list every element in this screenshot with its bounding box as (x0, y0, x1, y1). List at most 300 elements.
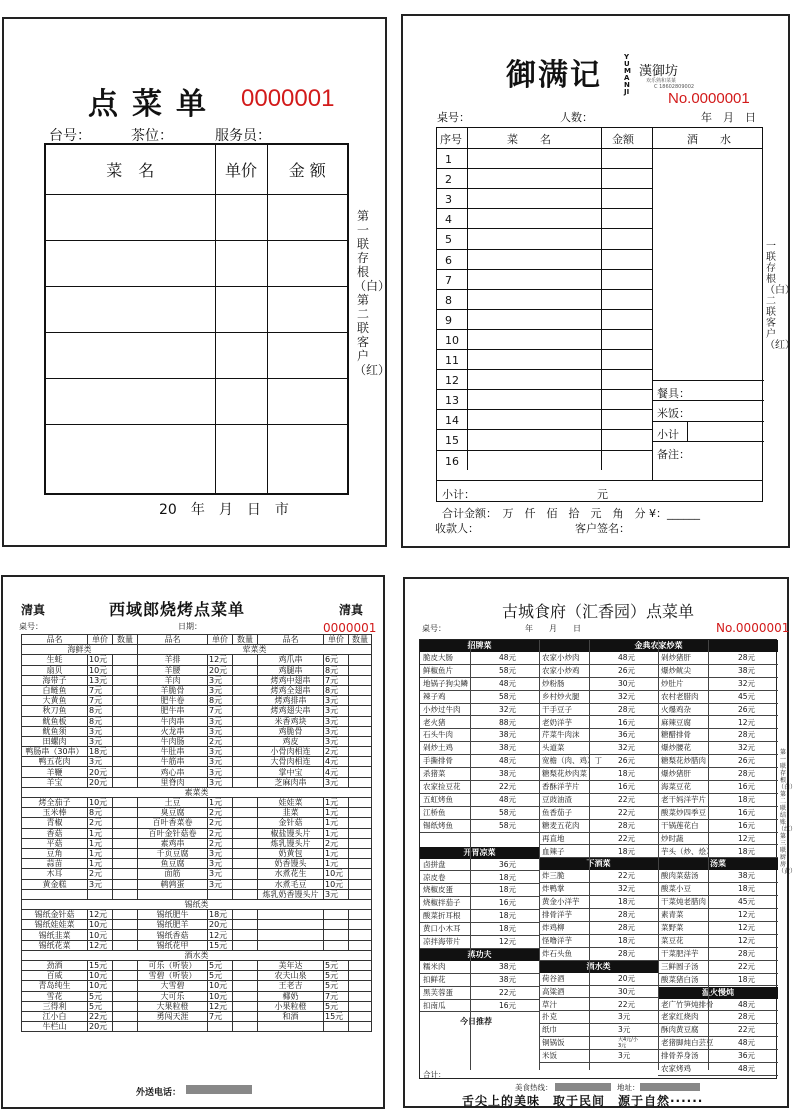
menu4-item-price: 32元 (499, 704, 517, 714)
bbq-item-name: 烤全茄子 (22, 798, 88, 808)
menu4-item-row (658, 1024, 778, 1037)
slip2-logo-sub: 欢乐熟和菜菓 (646, 78, 677, 84)
menu4-item-name: 芋头（炒、烩） (661, 846, 714, 856)
menu4-item-row (420, 872, 539, 885)
menu4-item-price: 12元 (738, 833, 756, 843)
bbq-qty-cell (233, 1001, 258, 1011)
bbq-row (22, 879, 372, 889)
menu4-item-price: 38元 (738, 871, 756, 881)
menu4-item-price: 38元 (499, 769, 517, 779)
menu4-item-name: 烧椒拌茄子 (423, 898, 461, 908)
bbq-item-price: 10元 (324, 869, 349, 879)
bbq-item-price: 2元 (208, 838, 233, 848)
menu4-item-row (420, 768, 539, 781)
bbq-qty-cell (113, 798, 138, 808)
bbq-qty-cell (113, 706, 138, 716)
menu4-title: 古城食府（汇香园）点菜单 (501, 602, 694, 621)
bbq-row (22, 818, 372, 828)
menu4-item-row (658, 896, 778, 909)
menu4-item-name: 铜锅饭 (542, 1038, 565, 1048)
bbq-col-header: 单价 (208, 635, 233, 645)
menu4-item-row (539, 986, 658, 999)
slip2-row-number: 4 (445, 213, 452, 227)
bbq-item-price: 15元 (324, 1011, 349, 1021)
menu4-item-price: 28元 (618, 923, 636, 932)
bbq-item-price: 10元 (88, 920, 113, 930)
menu4-item-name: 黑芙蓉蛋 (423, 987, 453, 997)
menu4-item-price: 18元 (738, 884, 756, 894)
bbq-number: 0000001 (323, 621, 377, 635)
bbq-qty-cell (233, 665, 258, 675)
menu4-item-name: 干手豆子 (542, 704, 572, 714)
menu4-item-row (658, 935, 778, 948)
bbq-item-price: 18元 (208, 910, 233, 920)
bbq-qty-cell (113, 1022, 138, 1032)
menu4-item-row (658, 781, 778, 794)
menu4-item-price: 28元 (618, 820, 636, 830)
bbq-item-name: 鸭肠串（30串） (22, 747, 88, 757)
menu4-item-row (658, 974, 778, 987)
menu4-item-name: 草汁 (542, 999, 557, 1009)
bbq-qty-cell (233, 879, 258, 889)
menu4-item-name: 手撕排骨 (423, 756, 453, 766)
bbq-item-price: 8元 (324, 685, 349, 695)
bbq-item-price: 15元 (88, 961, 113, 971)
bbq-qty-cell (233, 981, 258, 991)
bbq-item-name: 大骨肉相连 (258, 757, 324, 767)
menu4-item-name: 锡纸烤鱼 (423, 820, 453, 830)
bbq-col-header: 数量 (233, 635, 258, 645)
slip2-subtotal-right: 小计 (657, 428, 679, 441)
menu4-item-price: 3元 (618, 1025, 631, 1035)
menu4-item-row (658, 999, 778, 1012)
menu4-section-soup: 汤菜 (658, 858, 778, 870)
bbq-item-name: 黄金糕 (22, 879, 88, 889)
bbq-item-price: 3元 (208, 767, 233, 777)
bbq-item-price: 20元 (208, 920, 233, 930)
bbq-item-price: 3元 (324, 889, 349, 899)
bbq-item-price: 3元 (208, 716, 233, 726)
slip2-row-number: 1 (445, 153, 452, 166)
menu4-item-row (539, 678, 658, 691)
bbq-item-name: 大可乐 (138, 991, 208, 1001)
bbq-item-name: 秋刀鱼 (22, 706, 88, 716)
menu4-item-price: 32元 (738, 678, 756, 688)
bbq-qty-cell (233, 675, 258, 685)
bbq-row (22, 655, 372, 665)
bbq-item-name: 百威 (22, 971, 88, 981)
bbq-item-price: 2元 (324, 747, 349, 757)
bbq-item-price: 1元 (88, 828, 113, 838)
menu4-item-name: 老奶洋芋 (542, 717, 572, 727)
bbq-table (21, 634, 372, 1032)
menu4-item-price: 48元 (738, 1038, 756, 1048)
bbq-item-price: 7元 (208, 706, 233, 716)
menu4-item-price: 16元 (738, 820, 756, 830)
bbq-item-price (324, 930, 349, 940)
menu4-item-name: 豆豉油渣 (542, 794, 572, 804)
slip2-copy-note: 一联存根（白）二联客户（红） (765, 241, 795, 351)
menu4-item-price: 22元 (618, 807, 636, 817)
bbq-item-name: 和酒 (258, 1011, 324, 1021)
bbq-qty-cell (349, 736, 372, 746)
bbq-item-price: 2元 (88, 869, 113, 879)
bbq-item-name (22, 889, 88, 899)
menu4-item-name: 高粱酒 (542, 986, 565, 996)
bbq-qty-cell (349, 1011, 372, 1021)
menu4-item-name: 农家小炒鸡 (542, 665, 580, 675)
bbq-item-name: 木耳 (22, 869, 88, 879)
slip1-copy-note: 第一联存根（白）第二联客户（红） (354, 209, 391, 377)
menu4-item-price: 28元 (738, 730, 756, 740)
menu4-item-row (658, 820, 778, 833)
menu4-item-name: 再直地 (542, 833, 565, 843)
menu4-item-price: 22元 (738, 1025, 756, 1035)
menu4-section-snacks: 下酒菜 (539, 858, 658, 870)
bbq-qty-cell (233, 971, 258, 981)
bbq-item-name: 鸡脆骨 (258, 726, 324, 736)
bbq-col-header: 数量 (113, 635, 138, 645)
menu4-item-row (420, 961, 539, 974)
bbq-item-name: 小果粒橙 (258, 1001, 324, 1011)
bbq-qty-cell (233, 726, 258, 736)
bbq-qty-cell (349, 706, 372, 716)
bbq-item-price: 1元 (324, 859, 349, 869)
bbq-qty-cell (113, 655, 138, 665)
menu4-item-name: 怪噜洋芋 (542, 935, 572, 945)
slip1-table-label: 台号： (49, 128, 91, 144)
bbq-qty-cell (113, 726, 138, 736)
menu4-item-row (539, 833, 658, 846)
bbq-item-name: 生蚝 (22, 655, 88, 665)
bbq-item-name: 土豆 (138, 798, 208, 808)
bbq-qty-cell (349, 818, 372, 828)
bbq-item-price: 2元 (208, 818, 233, 828)
bbq-col-header: 单价 (88, 635, 113, 645)
menu4-item-row (658, 909, 778, 922)
slip2-total: 合计金额： 万 仟 佰 拾 元 角 分 ¥：______ (442, 507, 700, 520)
bbq-row (22, 961, 372, 971)
menu4-item-price: 32元 (618, 743, 636, 753)
menu4-item-price: 48元 (499, 678, 517, 688)
menu4-item-row (539, 729, 658, 742)
menu4-item-row (539, 1011, 658, 1024)
menu4-item-price: 58元 (499, 820, 517, 830)
bbq-item-price: 22元 (88, 1011, 113, 1021)
bbq-item-price: 5元 (324, 981, 349, 991)
bbq-qty-cell (233, 1022, 258, 1032)
bbq-item-name: 平菇 (22, 838, 88, 848)
slip2-col-no: 序号 (440, 133, 462, 146)
bbq-item-price: 1元 (324, 828, 349, 838)
menu4-table-label: 桌号： (422, 624, 446, 633)
bbq-qty-cell (233, 910, 258, 920)
bbq-qty-cell (233, 869, 258, 879)
menu4-item-row (658, 870, 778, 883)
bbq-item-price: 2元 (208, 808, 233, 818)
menu4-item-name: 炸鸭掌 (542, 884, 565, 894)
bbq-row (22, 747, 372, 757)
slip2-row-number: 11 (445, 354, 459, 367)
bbq-item-name: 鱿鱼须 (22, 726, 88, 736)
menu4-item-price: 58元 (499, 807, 517, 817)
slip2-row (437, 228, 652, 248)
menu4-copy-note: 第一联存根（白）第二联结账（红）第三联厨房（黄） (778, 749, 796, 875)
menu4-item-row (420, 691, 539, 704)
bbq-qty-cell (233, 655, 258, 665)
menu4-item-row (539, 870, 658, 883)
menu4-item-row (420, 936, 539, 949)
bbq-item-name: 水煮花生 (258, 869, 324, 879)
menu4-item-name: 纸巾 (542, 1025, 557, 1035)
menu4-item-price: 48元 (618, 653, 636, 662)
menu4-item-price: 32元 (618, 884, 636, 894)
menu4-item-price: 20元 (618, 973, 636, 983)
bbq-qty-cell (349, 767, 372, 777)
bbq-item-price: 10元 (88, 981, 113, 991)
bbq-item-price: 12元 (88, 910, 113, 920)
bbq-item-price: 20元 (88, 777, 113, 787)
bbq-qty-cell (233, 940, 258, 950)
slip2-brand: 御满记 (506, 58, 602, 93)
bbq-qty-cell (113, 665, 138, 675)
bbq-qty-cell (349, 910, 372, 920)
menu4-grid (419, 639, 777, 1079)
menu4-item-row (420, 820, 539, 833)
bbq-item-name: 里脊肉 (138, 777, 208, 787)
bbq-row (22, 991, 372, 1001)
menu4-item-row (658, 922, 778, 935)
menu4-item-price: 38元 (499, 730, 517, 740)
slip2-col-amount: 金额 (612, 133, 634, 146)
slip2-row-number: 13 (445, 394, 459, 408)
slip2-phone: C 18602809002 (654, 84, 695, 90)
bbq-item-name: 羊腰 (138, 665, 208, 675)
bbq-qty-cell (349, 1001, 372, 1011)
menu4-item-name: 爆炒腰花 (661, 743, 691, 753)
bbq-qty-cell (233, 859, 258, 869)
slip2-note: 备注： (657, 448, 690, 461)
menu4-item-row (539, 652, 658, 665)
bbq-qty-cell (233, 838, 258, 848)
bbq-item-price: 10元 (88, 971, 113, 981)
bbq-item-name: 勇闯天涯 (138, 1011, 208, 1021)
menu4-item-name: 酸菜折耳根 (423, 911, 461, 921)
menu4-item-name: 鱼香茄子 (542, 807, 572, 817)
menu4-item-name: 卤拼盘 (423, 859, 446, 869)
bbq-row (22, 828, 372, 838)
bbq-item-price: 5元 (88, 1001, 113, 1011)
bbq-row (22, 706, 372, 716)
bbq-qty-cell (233, 961, 258, 971)
bbq-qty-cell (113, 716, 138, 726)
bbq-qty-cell (349, 1022, 372, 1032)
bbq-item-name: 牛肉串 (138, 716, 208, 726)
menu4-item-name: 糯米肉 (423, 961, 446, 971)
bbq-item-name: 肥牛串 (138, 706, 208, 716)
slip2-row-number: 8 (445, 293, 452, 307)
bbq-item-price: 1元 (324, 818, 349, 828)
bbq-item-price: 1元 (324, 798, 349, 808)
bbq-qty-cell (349, 848, 372, 858)
bbq-item-name: 鸡皮 (258, 736, 324, 746)
menu4-item-price: 28元 (738, 1012, 756, 1022)
bbq-qty-cell (113, 859, 138, 869)
bbq-qty-cell (113, 991, 138, 1001)
bbq-item-name: 火龙串 (138, 726, 208, 736)
bbq-qty-cell (113, 808, 138, 818)
menu4-item-price: 30元 (618, 986, 636, 996)
bbq-qty-cell (349, 685, 372, 695)
bbq-item-name: 米香鸡块 (258, 716, 324, 726)
bbq-item-price: 20元 (88, 1022, 113, 1032)
bbq-item-name: 青椒 (22, 818, 88, 828)
menu4-section-stew: 温火慢炖 (658, 987, 778, 999)
bbq-item-price: 3元 (208, 685, 233, 695)
bbq-row (22, 869, 372, 879)
bbq-qty-cell (113, 777, 138, 787)
bbq-item-name: 鸡腿串 (258, 665, 324, 675)
slip2-row (437, 389, 652, 409)
bbq-qty-cell (233, 736, 258, 746)
menu4-item-name: 麻辣豆腐 (661, 717, 691, 727)
bbq-item-price: 6元 (324, 655, 349, 665)
slip2-row-number: 15 (445, 434, 459, 448)
slip2-row (437, 429, 652, 449)
menu4-item-row (539, 1050, 658, 1063)
menu4-item-price: 28元 (738, 653, 756, 662)
bbq-item-price: 12元 (208, 1001, 233, 1011)
menu4-item-name: 江桥鱼 (423, 807, 446, 817)
bbq-item-name: 农夫山泉 (258, 971, 324, 981)
bbq-qty-cell (349, 838, 372, 848)
bbq-item-name: 掌中宝 (258, 767, 324, 777)
bbq-row (22, 981, 372, 991)
bbq-item-name: 素鸡串 (138, 838, 208, 848)
bbq-item-name: 鱿鱼板 (22, 716, 88, 726)
bbq-qty-cell (113, 940, 138, 950)
bbq-item-price: 13元 (88, 675, 113, 685)
bbq-table-label: 桌号： (19, 622, 43, 631)
bbq-row (22, 838, 372, 848)
bbq-qty-cell (233, 767, 258, 777)
bbq-item-name: 三得利 (22, 1001, 88, 1011)
bbq-qty-cell (233, 920, 258, 930)
bbq-row (22, 1022, 372, 1032)
slip2-row (437, 148, 652, 168)
menu4-item-price: 45元 (738, 691, 756, 701)
menu4-item-row (658, 1063, 778, 1076)
bbq-qty-cell (233, 991, 258, 1001)
bbq-item-name (258, 940, 324, 950)
menu4-item-name: 地锅子狗尖鳞 (423, 678, 468, 688)
bbq-item-price: 10元 (88, 655, 113, 665)
menu4-item-row (539, 935, 658, 948)
menu4-item-row (658, 704, 778, 717)
menu4-item-price: 48元 (499, 756, 517, 766)
bbq-qty-cell (113, 930, 138, 940)
bbq-qty-cell (233, 889, 258, 899)
bbq-qty-cell (113, 736, 138, 746)
menu4-item-name: 素青菜 (661, 910, 684, 920)
menu4-item-row (539, 883, 658, 896)
bbq-item-name (258, 1022, 324, 1032)
bbq-item-name: 牛栏山 (22, 1022, 88, 1032)
menu4-item-price: 18元 (499, 911, 517, 921)
bbq-item-price: 3元 (324, 706, 349, 716)
bbq-halal-left: 清真 (21, 603, 46, 617)
menu4-item-row (539, 1037, 658, 1050)
menu4-item-name: 黄口小木耳 (423, 924, 461, 934)
menu4-item-name: 爆炒鱿尖 (661, 665, 691, 675)
menu4-item-price: 48元 (738, 999, 756, 1009)
bbq-qty-cell (113, 920, 138, 930)
menu4-item-name: 农家捡豆花 (423, 782, 461, 791)
bbq-item-name: 百叶香菜卷 (138, 818, 208, 828)
bbq-item-name: 烤鸡排串 (258, 696, 324, 706)
menu4-item-name: 血辣子 (542, 846, 565, 856)
menu4-item-name: 荷谷酒 (542, 973, 565, 983)
menu4-item-row (658, 807, 778, 820)
bbq-item-name: 臭豆腐 (138, 808, 208, 818)
bbq-item-price: 3元 (208, 777, 233, 787)
menu4-item-row (420, 704, 539, 717)
bbq-row (22, 665, 372, 675)
bbq-qty-cell (349, 655, 372, 665)
bbq-item-price: 2元 (88, 818, 113, 828)
bbq-item-price: 10元 (88, 665, 113, 675)
slip2-row-number: 7 (445, 273, 452, 287)
menu4-item-row (658, 768, 778, 781)
slip2-row (437, 249, 652, 269)
menu4-item-name: 小炒过牛肉 (423, 704, 461, 714)
bbq-qty-cell (113, 961, 138, 971)
bbq-row (22, 971, 372, 981)
bbq-item-name: 娃娃菜 (258, 798, 324, 808)
menu4-item-name: 凉拌海带片 (423, 937, 461, 946)
menu4-item-price: 36元 (738, 1051, 756, 1061)
slip1-col-dish: 菜 名 (45, 144, 215, 194)
slip2-row-number: 6 (445, 253, 452, 267)
menu4-item-name: 扣南瓜 (423, 1000, 446, 1010)
menu4-item-row (420, 794, 539, 807)
bbq-item-price: 3元 (324, 777, 349, 787)
menu4-item-row (539, 999, 658, 1012)
bbq-item-name: 羊宝 (22, 777, 88, 787)
slip2-col-dish: 菜 名 (507, 133, 551, 146)
slip2-yuan: 元 (597, 488, 608, 501)
menu4-item-price: 26元 (618, 665, 636, 675)
menu4-item-row (539, 768, 658, 781)
bbq-item-name: 青岛纯生 (22, 981, 88, 991)
bbq-section-title: 素菜类 (22, 787, 372, 797)
bbq-item-price: 7元 (324, 675, 349, 685)
menu4-item-price: 16元 (738, 782, 756, 791)
menu4-address: 地址： (617, 1083, 640, 1092)
menu4-item-row (539, 717, 658, 730)
menu4-hotline: 美食热线： (515, 1083, 553, 1092)
bbq-item-name: 大果粒橙 (138, 1001, 208, 1011)
menu4-item-price: 16元 (618, 717, 636, 727)
menu4-item-row (539, 755, 658, 768)
menu4-number: No.0000001 (716, 621, 790, 635)
menu4-item-name: 老广竹笋炖排骨 (661, 999, 714, 1009)
menu4-item-name: 糖梨花炒腊肉 (661, 756, 706, 766)
bbq-item-name: 奶香馒头 (258, 859, 324, 869)
menu4-item-row (420, 807, 539, 820)
menu4-item-row (539, 820, 658, 833)
bbq-col-header: 数量 (349, 635, 372, 645)
